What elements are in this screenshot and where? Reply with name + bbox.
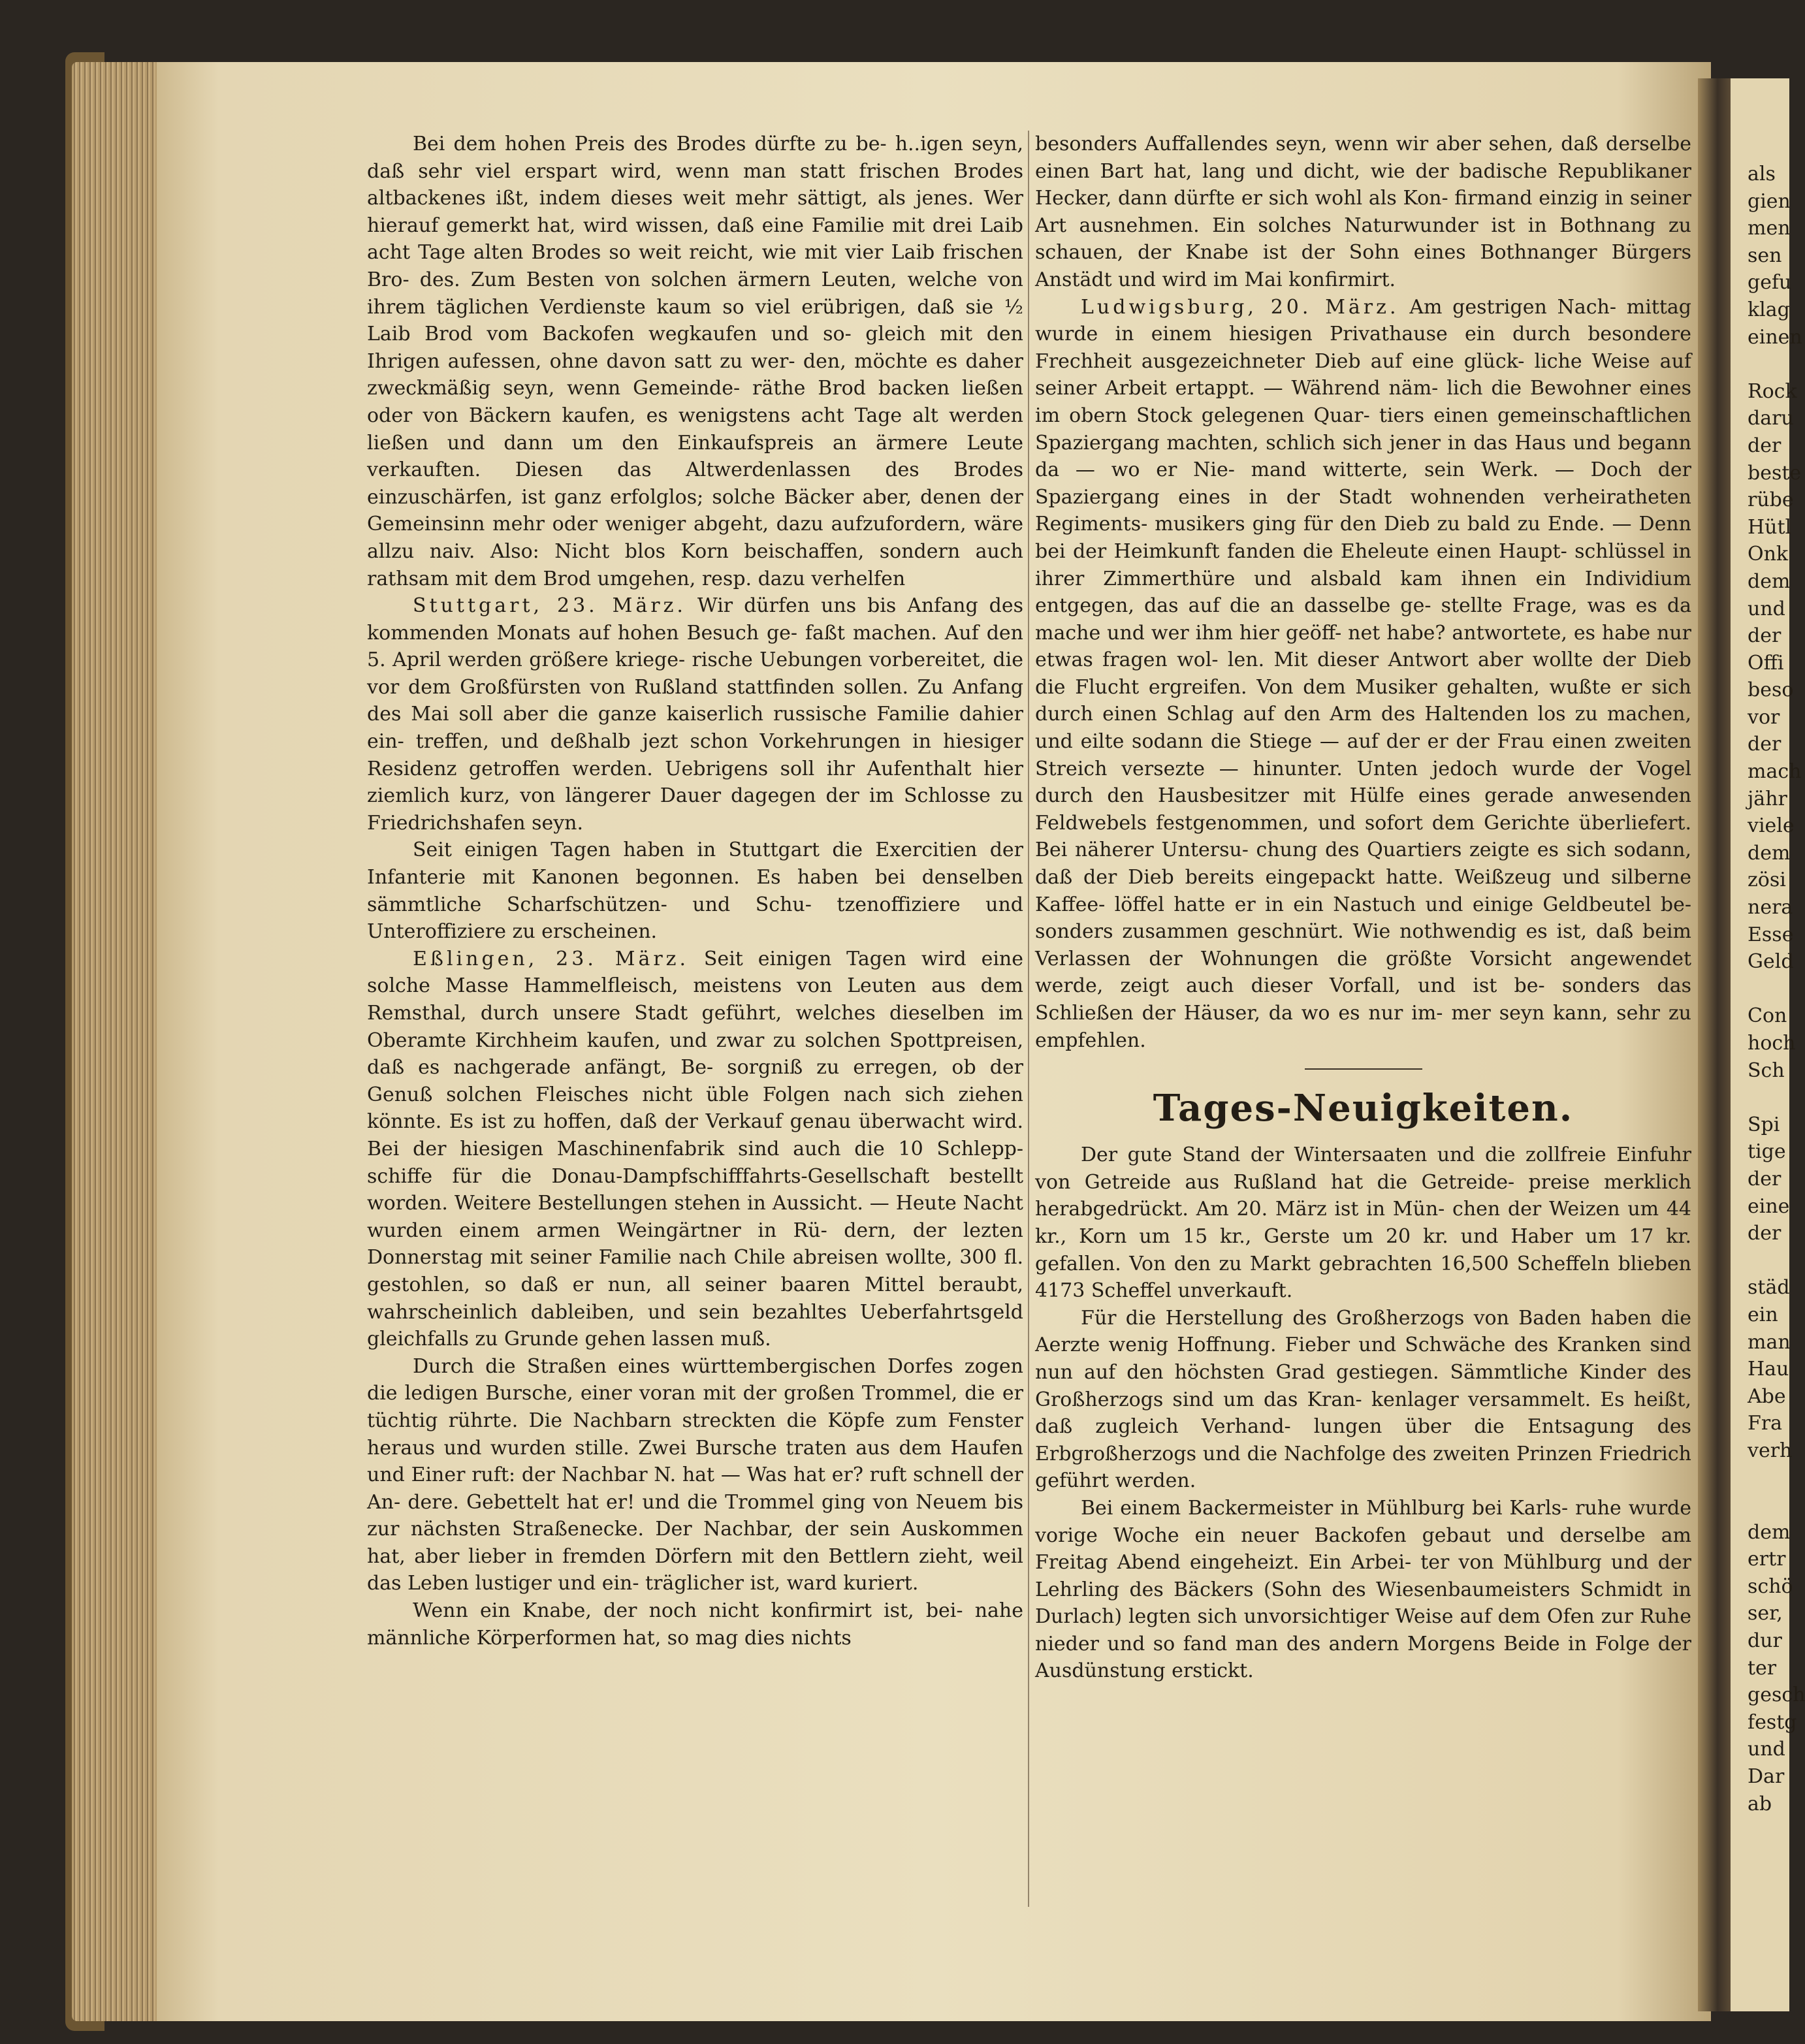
next-page-fragment: Rock: [1748, 379, 1797, 403]
paragraph-text: Für die Herstellung des Großherzogs von Baden haben die Aerzte wenig Hoffnung. Fieber und Schwäche des Kranken sind nun auf den höchsten Grad gestiegen. Sämmtliche Kinder des Großherzogs sind um das Kran- kenlager versammelt. Es heißt, daß zugleich Verhand- lungen über die Entsagung des Erbgroßherzogs und die Nachfolge des zweiten Prinzen Friedrich geführt werden.: [1035, 1306, 1691, 1493]
article-paragraph: [367, 837, 1023, 945]
next-page-text-fragments: [1748, 161, 1805, 1817]
next-page-fragment: men: [1748, 217, 1791, 240]
next-page-fragment: Onk: [1748, 543, 1789, 566]
next-page-fragment: der: [1748, 733, 1781, 756]
news-articles: [1035, 1142, 1691, 1685]
next-page-fragment: mach: [1748, 760, 1802, 784]
paragraph-text: Durch die Straßen eines württembergischen Dorfes zogen die ledigen Bursche, einer voran mit der großen Trommel, die er tüchtig rührte. Die Nachbarn streckten die Köpfe zum Fenster heraus und wurden stille. Zwei Bursche traten aus dem Haufen und Einer ruft: der Nachbar N. hat — Was hat er? ruft schnell der An- dere. Gebettelt hat er! und die Trommel ging von Neuem bis zur nächsten Straßenecke. Der Nachbar, der sein Auskommen hat, aber lieber in fremden Dörfern mit den Bettlern zieht, weil das Leben lustiger und ein- träglicher ist, ward kuriert.: [367, 1354, 1023, 1595]
next-page-fragment: [1748, 351, 1787, 378]
next-page-fragment: Hütl: [1748, 515, 1792, 539]
dateline: Eßlingen, 23. März.: [413, 947, 690, 970]
section-title: Tages-Neuigkeiten.: [1153, 1087, 1574, 1130]
article-paragraph: [1035, 131, 1691, 294]
paragraph-text: Bei dem hohen Preis des Brodes dürfte zu be- h..igen seyn, daß sehr viel erspart wird, wenn man statt frischen Brodes altbackenes ißt, indem dieses weit mehr sättigt, als jenes. Wer hierauf gemerkt hat, wird wissen, daß eine Familie mit drei Laib acht Tage alten Brodes so weit reicht, wie mit vier Laib frischen Bro- des. Zum Besten von solchen ärmern Leuten, welche von ihrem täglichen Verdienste kaum so viel erübrigen, daß sie ½ Laib Brod vom Backofen wegkaufen und so- gleich mit den Ihrigen aufessen, ohne davon satt zu wer- den, möchte es daher zweckmäßig seyn, wenn Gemeinde- räthe Brod backen ließen oder von Bäckern kaufen, es wenigstens acht Tage alt werden ließen und dann um den Einkaufspreis an ärmere Leute verkauften. Diesen das Altwerdenlassen des Brodes einzuschärfen, ist ganz erfolglos; solche Bäcker aber, denen der Gemeinsinn mehr oder weniger abgeht, dazu aufzufordern, wäre allzu naiv. Also: Nicht blos Korn beischaffen, sondern auch rathsam mit dem Brod umgehen, resp. dazu verhelfen: [367, 133, 1023, 590]
column-divider: [1028, 131, 1029, 1907]
next-page-fragment: als: [1748, 163, 1776, 185]
page-stack-edge: [72, 62, 157, 2021]
next-page-fragment: hoch: [1748, 1032, 1796, 1055]
dateline: Stuttgart, 23. März.: [413, 594, 686, 618]
next-page-fragment: einen: [1748, 325, 1802, 349]
next-page-fragment: ein: [1748, 1303, 1778, 1326]
next-page-fragment: städ: [1748, 1276, 1790, 1300]
next-page-fragment: Geld: [1748, 950, 1794, 974]
next-page-fragment: dur: [1748, 1629, 1782, 1653]
next-page-fragment: festg: [1748, 1710, 1797, 1734]
next-page-fragment: klag: [1748, 298, 1790, 321]
next-page-fragment: zösi: [1748, 869, 1786, 892]
paragraph-text: besonders Auffallendes seyn, wenn wir aber sehen, daß derselbe einen Bart hat, lang und dicht, wie der badische Republikaner Hecker, dann dürfte er sich wohl als Kon- firmand einzig in seiner Art ausnehmen. Ein solches Naturwunder ist in Bothnang zu schauen, der Knabe ist der Sohn eines Bothnanger Bürgers Anstädt und wird im Mai konfirmirt.: [1035, 133, 1691, 291]
paragraph-text: Seit einigen Tagen haben in Stuttgart die Exercitien der Infanterie mit Kanonen begonnen. Es haben bei denselben sämmtliche Scharfschützen- und Schu- tzenoffiziere und Unteroffiziere zu erscheinen.: [367, 838, 1023, 944]
next-page-fragment: [1748, 1247, 1787, 1275]
article-paragraph: [367, 592, 1023, 837]
next-page-fragment: dem: [1748, 841, 1791, 865]
next-page-fragment: Fra: [1748, 1412, 1783, 1435]
next-page-fragment: ab: [1748, 1792, 1772, 1815]
article-paragraph: [367, 131, 1023, 592]
next-page-fragment: Dar: [1748, 1765, 1785, 1789]
paragraph-text: Wir dürfen uns bis Anfang des kommenden Monats auf hohen Besuch ge- faßt machen. Auf den 5. April werden größere kriege- rische Uebungen vorbereitet, die vor dem Großfürsten von Rußland stattfinden sollen. Zu Anfang des Mai soll aber die ganze kaiserlich russische Familie dahier ein- treffen, und deßhalb jezt schon Vorkehrungen in hiesiger Residenz getroffen werden. Uebrigens soll ihr Aufenthalt hier ziemlich kurz, von längerer Dauer dagegen der im Schlosse zu Friedrichshafen seyn.: [367, 594, 1023, 835]
next-page-fragment: ertr: [1748, 1548, 1786, 1571]
next-page-fragment: Con: [1748, 1004, 1787, 1028]
next-page-fragment: jähr: [1748, 787, 1787, 810]
next-page-fragment: der: [1748, 1222, 1781, 1245]
article-paragraph: [367, 946, 1023, 1353]
next-page-fragment: Offi: [1748, 651, 1784, 675]
article-paragraph: [1035, 1305, 1691, 1495]
left-column: [367, 131, 1023, 1652]
next-page-fragment: dem: [1748, 569, 1791, 593]
next-page-fragment: gefu: [1748, 271, 1792, 295]
next-page-fragment: eine: [1748, 1194, 1790, 1218]
next-page-fragment: man: [1748, 1330, 1791, 1354]
next-page-fragment: ser,: [1748, 1602, 1783, 1625]
next-page-fragment: und: [1748, 597, 1785, 620]
next-page-fragment: der: [1748, 624, 1781, 648]
next-page-fragment: beste: [1748, 461, 1802, 485]
next-page-fragment: Esse: [1748, 923, 1794, 946]
next-page-fragment: vor: [1748, 705, 1780, 729]
next-page-fragment: Sch: [1748, 1059, 1785, 1082]
article-paragraph: [1035, 294, 1691, 1055]
next-page-fragment: Abe: [1748, 1384, 1786, 1408]
paragraph-text: Bei einem Backermeister in Mühlburg bei Karls- ruhe wurde vorige Woche ein neuer Backofen gebaut und derselbe am Freitag Abend eingeheizt. Ein Arbei- ter von Mühlburg und der Lehrling des Bäckers (Sohn des Wiesenbaumeisters Schmidt in Durlach) legten sich unvorsichtiger Weise auf dem Ofen zur Ruhe nieder und so fand man des andern Morgens Beide in Folge der Ausdünstung erstickt.: [1035, 1496, 1691, 1683]
next-page-fragment: der: [1748, 1167, 1781, 1190]
next-page-fragment: gesch: [1748, 1684, 1805, 1707]
right-column-articles: [1035, 131, 1691, 1054]
article-paragraph: [367, 1597, 1023, 1652]
next-page-fragment: [1748, 1492, 1787, 1519]
next-page-fragment: nera: [1748, 896, 1793, 919]
book-gutter: [1698, 78, 1731, 2011]
next-page-fragment: schö: [1748, 1574, 1793, 1598]
next-page-fragment: daru: [1748, 407, 1794, 430]
next-page-fragment: viele: [1748, 814, 1795, 838]
paragraph-text: Am gestrigen Nach- mittag wurde in einem hiesigen Privathause ein durch besondere Frechheit ausgezeichneter Dieb auf eine glück- liche Weise auf seiner Arbeit ertappt. — Während näm- lich die Bewohner eines im obern Stock gelegenen Quar- tiers einen gemeinschaftlichen Spaziergang machten, schlich sich jener in das Haus und begann da — wo er Nie- mand witterte, sein Werk. — Doch der Spaziergang eines in der Stadt wohnenden verheiratheten Regiments- musikers ging für den Dieb zu bald zu Ende. — Denn bei der Heimkunft fanden die Eheleute einen Haupt- schlüssel in ihrer Zimmerthüre und alsbald kam ihnen ein Individium entgegen, das auf die an dasselbe ge- stellte Frage, was es da mache und wer ihm hier geöff- net habe? antwortete, es habe nur etwas fragen wol- len. Mit dieser Antwort aber wollte der Dieb die Flucht ergreifen. Von dem Musiker gehalten, wußte er sich durch einen Schlag auf den Arm des Haltenden los zu machen, und eilte sodann die Stiege — auf der er der Frau einen zweiten Streich versezte — hinunter. Unten jedoch wurde der Vogel durch den Hausbesitzer mit Hülfe eines gerade anwesenden Feldwebels festgenommen, und sofort dem Gerichte überliefert. Bei näherer Untersu- chung des Quartiers zeigte es sich sodann, daß der Dieb bereits eingepackt hatte. Weißzeug und silberne Kaffee- löffel hatte er in ein Nastuch und einige Geldbeutel be- sonders zusammen geschnürt. Wie nothwendig es ist, daß beim Verlassen der Wohnungen die größte Vorsicht angewendet werde, zeigt auch dieser Vorfall, und ist be- sonders das Schließen der Häuser, da wo es nur im- mer seyn kann, sehr zu empfehlen.: [1035, 295, 1691, 1052]
next-page-fragment: ter: [1748, 1656, 1777, 1680]
next-page-fragment: Hau: [1748, 1358, 1789, 1381]
next-page-fragment: Spi: [1748, 1113, 1780, 1136]
next-page-fragment: sen: [1748, 244, 1782, 267]
next-page-fragment: verh: [1748, 1439, 1793, 1462]
next-page-fragment: der: [1748, 434, 1781, 457]
paragraph-text: Der gute Stand der Wintersaaten und die zollfreie Einfuhr von Getreide aus Rußland hat die Getreide- preise merklich herabgedrückt. Am 20. März ist in Mün- chen der Weizen um 44 kr., Korn um 15 kr., Gerste um 20 kr. und Haber um 17 kr. gefallen. Von den zu Markt gebrachten 16,500 Scheffeln blieben 4173 Scheffel unverkauft.: [1035, 1143, 1691, 1303]
next-page-fragment: dem: [1748, 1520, 1791, 1544]
next-page-fragment: beso: [1748, 679, 1794, 702]
next-page-fragment: gien: [1748, 189, 1791, 213]
paragraph-text: Wenn ein Knabe, der noch nicht konfirmirt ist, bei- nahe männliche Körperformen hat, so mag dies nichts: [367, 1599, 1023, 1650]
section-separator: [1305, 1068, 1422, 1070]
article-paragraph: [1035, 1142, 1691, 1305]
next-page-fragment: tige: [1748, 1140, 1786, 1164]
dateline: Ludwigsburg, 20. März.: [1081, 295, 1399, 319]
next-page-fragment: und: [1748, 1738, 1785, 1761]
paragraph-text: Seit einigen Tagen wird eine solche Masse Hammelfleisch, meistens von Leuten aus dem Remsthal, durch unsere Stadt geführt, welches dieselben im Oberamte Kirchheim kaufen, und zwar zu solchen Spottpreisen, daß es nachgerade anfängt, Be- sorgniß zu erregen, ob der Genuß solchen Fleisches nicht üble Folgen nach sich ziehen könnte. Es ist zu hoffen, daß der Verkauf genau überwacht wird. Bei der hiesigen Maschinenfabrik sind auch die 10 Schlepp- schiffe für die Donau-Dampfschifffahrts-Gesellschaft bestellt worden. Weitere Bestellungen stehen in Aussicht. — Heute Nacht wurden einem armen Weingärtner in Rü- dern, der lezten Donnerstag mit seiner Familie nach Chile abreisen wollte, 300 fl. gestohlen, so daß er nun, all seiner baaren Mittel beraubt, wahrscheinlich dableiben, und sein bezahltes Ueberfahrtsgeld gleichfalls zu Grunde gehen lassen muß.: [367, 947, 1023, 1351]
article-paragraph: [1035, 1495, 1691, 1685]
next-page-fragment: rübe: [1748, 488, 1794, 512]
next-page-fragment: [1748, 976, 1787, 1003]
right-column: [1035, 131, 1691, 1685]
article-paragraph: [367, 1353, 1023, 1597]
next-page-fragment: [1748, 1465, 1787, 1492]
next-page-fragment: [1748, 1084, 1787, 1111]
